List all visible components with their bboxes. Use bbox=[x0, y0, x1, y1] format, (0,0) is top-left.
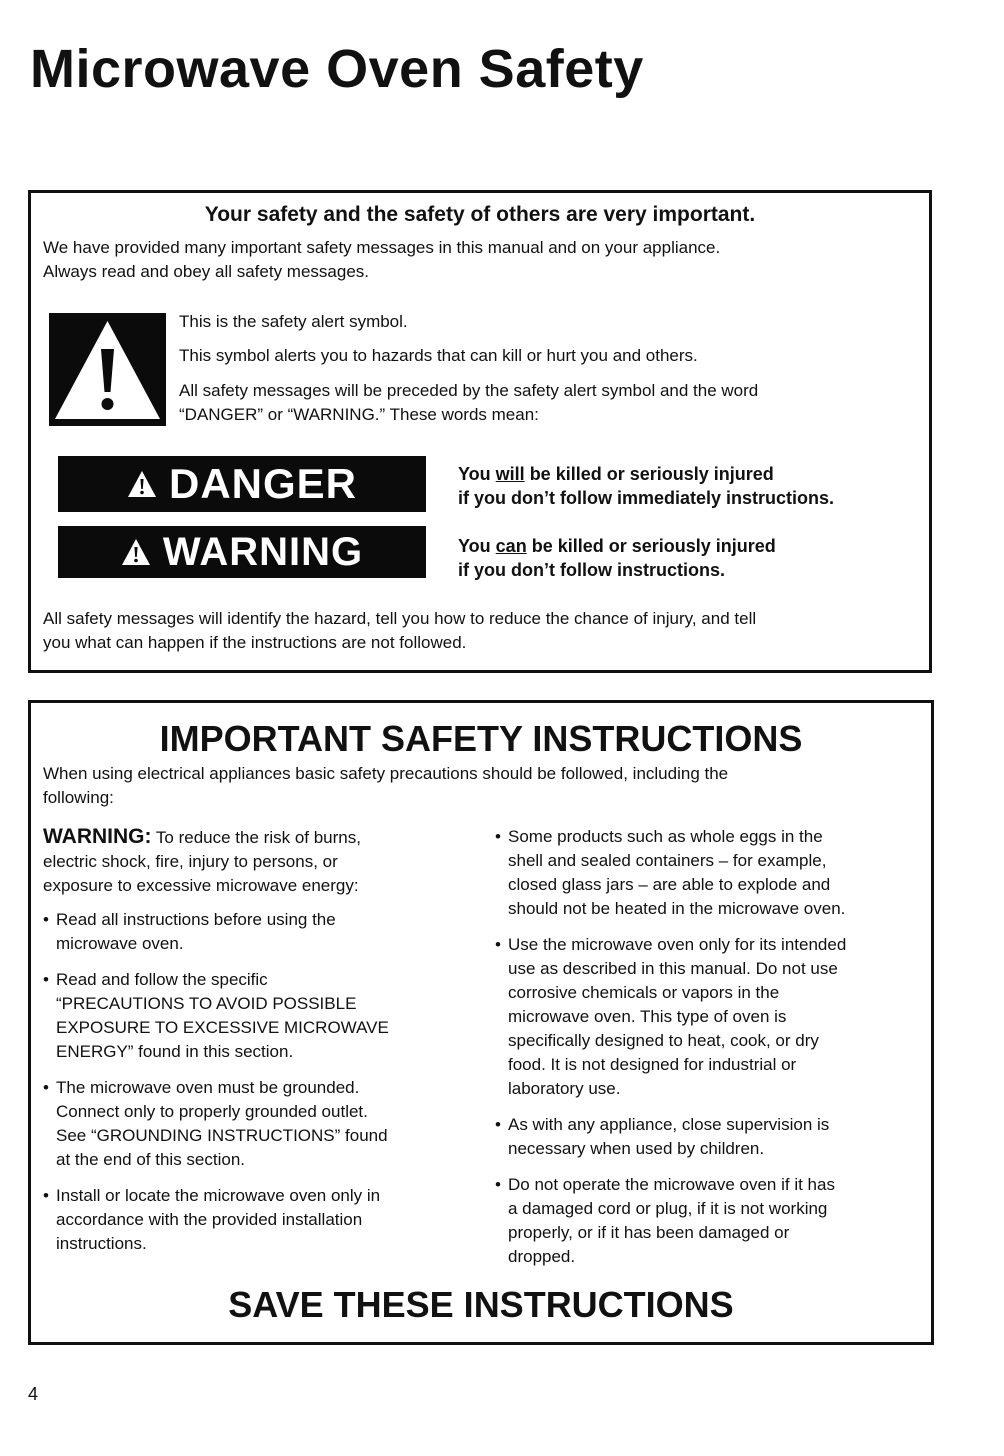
bullet-glyph: • bbox=[495, 935, 501, 954]
danger-label: DANGER bbox=[168, 460, 357, 507]
danger-alert-icon bbox=[127, 469, 157, 499]
list-item-line: Some products such as whole eggs in the bbox=[508, 827, 823, 846]
instructions-left-column bbox=[43, 825, 483, 1268]
danger-meaning bbox=[458, 462, 834, 510]
warning-statement-label: WARNING: bbox=[43, 825, 152, 848]
bullet-glyph: • bbox=[495, 1115, 501, 1134]
bullet-glyph: • bbox=[43, 1078, 49, 1097]
alert-line-3a: All safety messages will be preceded by the safety alert symbol and the word bbox=[179, 381, 759, 400]
list-item-line: microwave oven. This type of oven is bbox=[508, 1007, 787, 1026]
list-item-line: dropped. bbox=[508, 1247, 576, 1266]
safety-closing-text bbox=[43, 607, 756, 655]
intro-line-2: Always read and obey all safety messages. bbox=[43, 262, 370, 281]
list-item bbox=[43, 908, 483, 956]
list-item-line: Use the microwave oven only for its intended bbox=[508, 935, 847, 954]
list-item-line: Read all instructions before using the bbox=[56, 910, 336, 929]
left-bullet-list bbox=[43, 908, 483, 1256]
bullet-glyph: • bbox=[495, 827, 501, 846]
warning-signal-panel bbox=[58, 526, 426, 578]
list-item-line: See “GROUNDING INSTRUCTIONS” found bbox=[56, 1126, 388, 1145]
list-item-line: microwave oven. bbox=[56, 934, 184, 953]
safety-alert-triangle-icon bbox=[49, 313, 166, 426]
list-item-line: As with any appliance, close supervision is bbox=[508, 1115, 830, 1134]
instructions-intro-line-2: following: bbox=[43, 788, 114, 807]
list-item-line: specifically designed to heat, cook, or dry bbox=[508, 1031, 819, 1050]
warning-statement-line-1: To reduce the risk of burns, bbox=[151, 828, 361, 847]
bullet-glyph: • bbox=[43, 910, 49, 929]
list-item-line: a damaged cord or plug, if it is not working bbox=[508, 1199, 828, 1218]
warning-statement-line-2: electric shock, fire, injury to persons, or bbox=[43, 852, 338, 871]
list-item-line: ENERGY” found in this section. bbox=[56, 1042, 294, 1061]
warning-statement-line-3: exposure to excessive microwave energy: bbox=[43, 876, 359, 895]
warning-alert-icon bbox=[121, 537, 151, 567]
list-item-line: Read and follow the specific bbox=[56, 970, 268, 989]
list-item bbox=[43, 1184, 483, 1256]
warning-statement bbox=[43, 825, 483, 898]
alert-line-3b: “DANGER” or “WARNING.” These words mean: bbox=[179, 405, 539, 424]
list-item-line: Connect only to properly grounded outlet. bbox=[56, 1102, 368, 1121]
list-item-line: use as described in this manual. Do not use bbox=[508, 959, 838, 978]
instructions-intro bbox=[43, 762, 728, 810]
page-title: Microwave Oven Safety bbox=[30, 39, 644, 99]
list-item bbox=[495, 933, 923, 1101]
instructions-heading: IMPORTANT SAFETY INSTRUCTIONS bbox=[159, 718, 803, 759]
warning-meaning-pre: You bbox=[458, 536, 496, 556]
list-item-line: food. It is not designed for industrial or bbox=[508, 1055, 797, 1074]
list-item bbox=[43, 968, 483, 1064]
safety-intro-box bbox=[28, 190, 932, 673]
list-item-line: should not be heated in the microwave oven. bbox=[508, 899, 846, 918]
list-item-line: shell and sealed containers – for example, bbox=[508, 851, 827, 870]
danger-meaning-post: be killed or seriously injured bbox=[524, 464, 774, 484]
list-item bbox=[495, 1173, 923, 1269]
closing-line-2: you what can happen if the instructions are not followed. bbox=[43, 633, 467, 652]
list-item bbox=[495, 825, 923, 921]
intro-line-1: We have provided many important safety messages in this manual and on your appliance. bbox=[43, 238, 721, 257]
list-item-line: The microwave oven must be grounded. bbox=[56, 1078, 360, 1097]
list-item-line: Install or locate the microwave oven only in bbox=[56, 1186, 381, 1205]
bullet-glyph: • bbox=[43, 970, 49, 989]
warning-meaning-emphasis: can bbox=[495, 536, 527, 556]
list-item bbox=[43, 1076, 483, 1172]
safety-intro-heading: Your safety and the safety of others are very important. bbox=[204, 203, 756, 226]
list-item-line: laboratory use. bbox=[508, 1079, 621, 1098]
important-instructions-box bbox=[28, 700, 934, 1345]
list-item-line: corrosive chemicals or vapors in the bbox=[508, 983, 780, 1002]
list-item-line: properly, or if it has been damaged or bbox=[508, 1223, 790, 1242]
warning-label: WARNING bbox=[162, 529, 364, 574]
instructions-intro-line-1: When using electrical appliances basic safety precautions should be followed, including the bbox=[43, 764, 729, 783]
alert-line-1: This is the safety alert symbol. bbox=[179, 312, 408, 331]
save-instructions-heading: SAVE THESE INSTRUCTIONS bbox=[228, 1284, 734, 1325]
bullet-glyph: • bbox=[43, 1186, 49, 1205]
warning-meaning bbox=[458, 534, 776, 582]
list-item-line: necessary when used by children. bbox=[508, 1139, 765, 1158]
list-item-line: EXPOSURE TO EXCESSIVE MICROWAVE bbox=[56, 1018, 389, 1037]
danger-meaning-emphasis: will bbox=[495, 464, 525, 484]
list-item-line: “PRECAUTIONS TO AVOID POSSIBLE bbox=[56, 994, 357, 1013]
danger-meaning-pre: You bbox=[458, 464, 496, 484]
danger-signal-panel bbox=[58, 456, 426, 512]
alert-line-2: This symbol alerts you to hazards that can kill or hurt you and others. bbox=[179, 346, 698, 365]
safety-intro-text bbox=[43, 236, 720, 284]
closing-line-1: All safety messages will identify the hazard, tell you how to reduce the chance of injury, and tell bbox=[43, 609, 757, 628]
list-item-line: closed glass jars – are able to explode and bbox=[508, 875, 831, 894]
danger-meaning-line2: if you don’t follow immediately instructions. bbox=[458, 488, 835, 508]
instructions-right-column bbox=[495, 825, 923, 1281]
warning-meaning-line2: if you don’t follow instructions. bbox=[458, 560, 725, 580]
bullet-glyph: • bbox=[495, 1175, 501, 1194]
list-item-line: at the end of this section. bbox=[56, 1150, 246, 1169]
list-item bbox=[495, 1113, 923, 1161]
warning-meaning-post: be killed or seriously injured bbox=[526, 536, 776, 556]
list-item-line: Do not operate the microwave oven if it has bbox=[508, 1175, 835, 1194]
list-item-line: accordance with the provided installation bbox=[56, 1210, 363, 1229]
list-item-line: instructions. bbox=[56, 1234, 147, 1253]
right-bullet-list bbox=[495, 825, 923, 1269]
page-number: 4 bbox=[28, 1384, 39, 1404]
alert-line-3 bbox=[179, 379, 758, 427]
